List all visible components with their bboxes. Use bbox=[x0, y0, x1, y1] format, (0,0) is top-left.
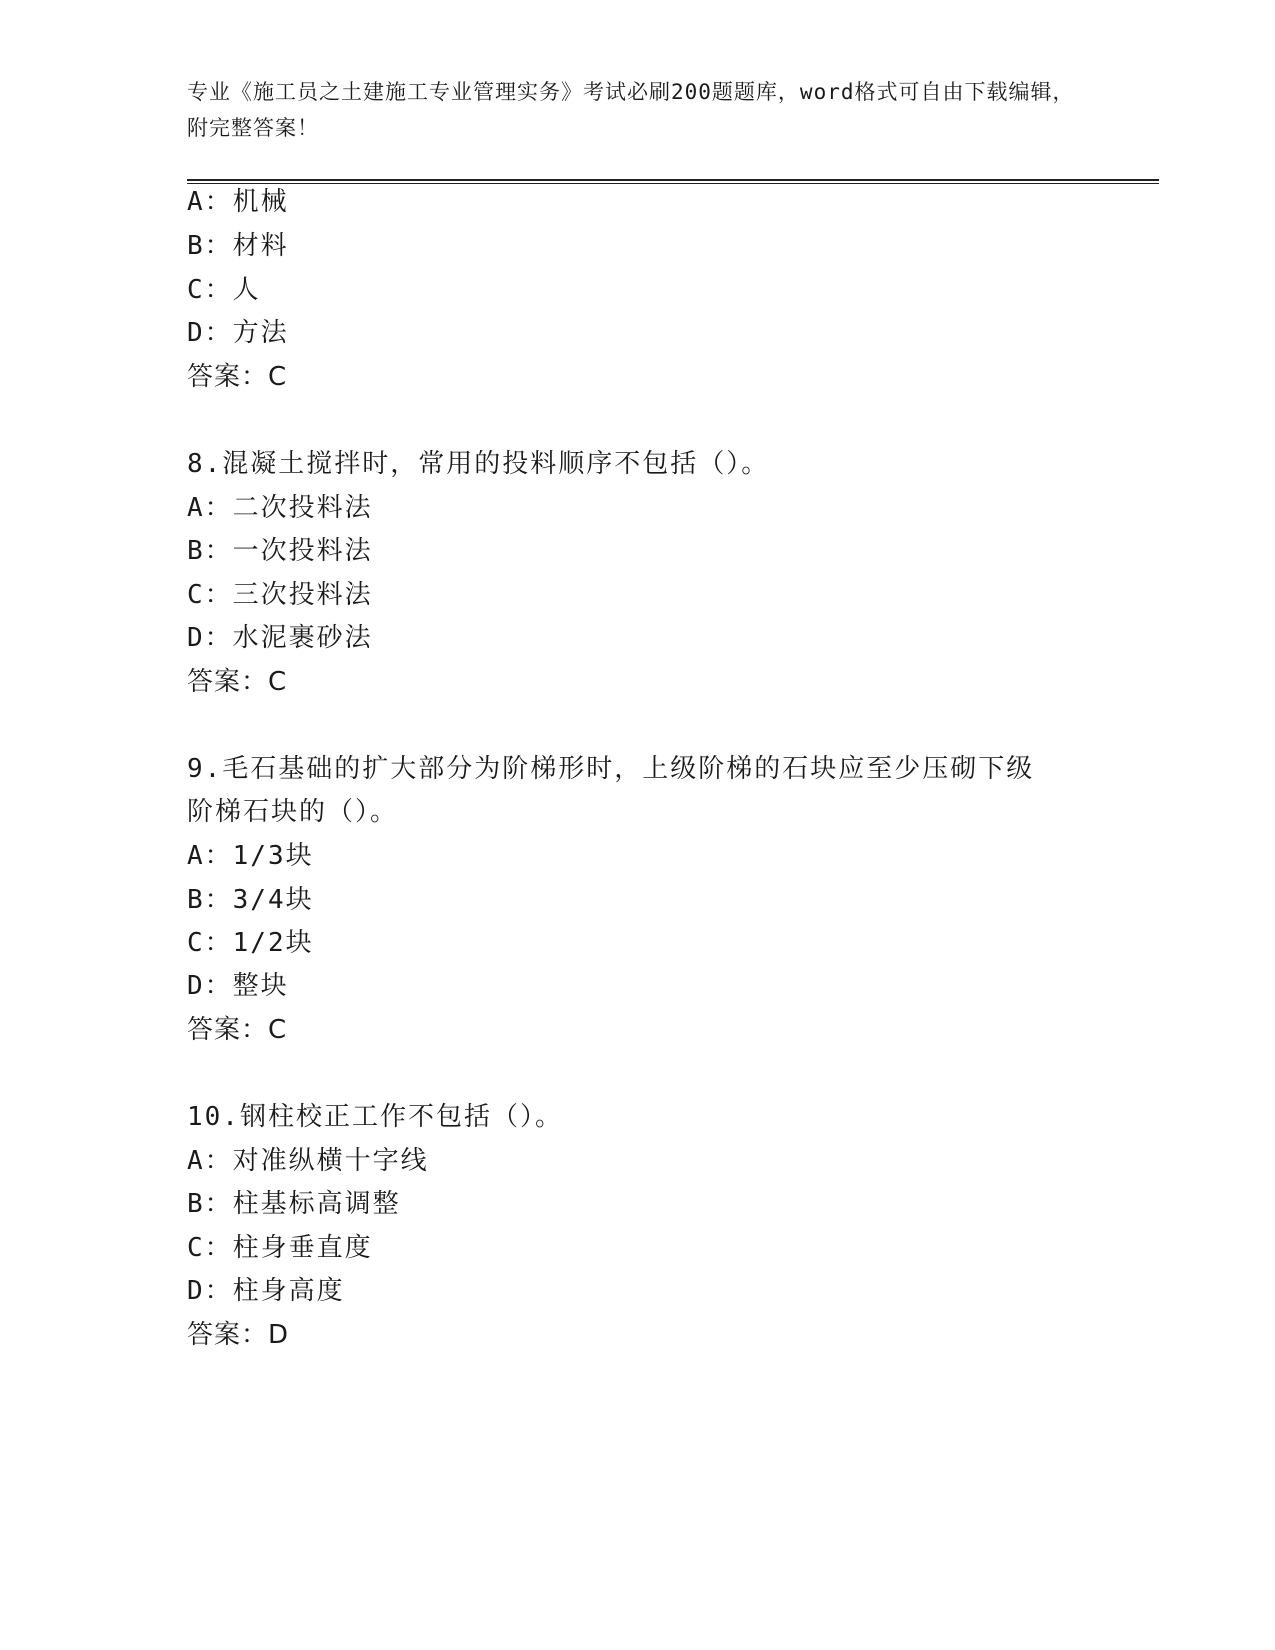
q10-option-c: C：柱身垂直度 bbox=[187, 1233, 373, 1263]
q8-option-a: A：二次投料法 bbox=[187, 493, 373, 523]
q9-answer: 答案：C bbox=[187, 1015, 288, 1045]
q9-option-c: C：1/2块 bbox=[187, 928, 314, 958]
q9-stem-line2: 阶梯石块的（）。 bbox=[187, 797, 399, 827]
q7-option-a: A：机械 bbox=[187, 187, 289, 217]
q10-option-b: B：柱基标高调整 bbox=[187, 1189, 401, 1219]
q8-option-b: B：一次投料法 bbox=[187, 536, 373, 566]
q7-option-c: C：人 bbox=[187, 275, 261, 305]
q10-answer: 答案：D bbox=[187, 1320, 290, 1350]
q7-option-d: D：方法 bbox=[187, 318, 289, 348]
q7-answer: 答案：C bbox=[187, 362, 288, 392]
q10-option-d: D：柱身高度 bbox=[187, 1276, 345, 1306]
header-divider bbox=[187, 179, 1159, 184]
q9-stem-line1: 9.毛石基础的扩大部分为阶梯形时，上级阶梯的石块应至少压砌下级 bbox=[187, 754, 1035, 784]
q7-option-b: B：材料 bbox=[187, 231, 289, 261]
q9-option-a: A：1/3块 bbox=[187, 841, 314, 871]
q10-option-a: A：对准纵横十字线 bbox=[187, 1146, 429, 1176]
q9-option-d: D：整块 bbox=[187, 971, 289, 1001]
q8-option-c: C：三次投料法 bbox=[187, 580, 373, 610]
q9-option-b: B：3/4块 bbox=[187, 885, 314, 915]
q8-answer: 答案：C bbox=[187, 667, 288, 697]
q8-option-d: D：水泥裹砂法 bbox=[187, 623, 373, 653]
page-header: 专业《施工员之土建施工专业管理实务》考试必刷200题题库，word格式可自由下载编辑，附完整答案！ bbox=[187, 80, 1075, 140]
q8-stem: 8.混凝土搅拌时，常用的投料顺序不包括（）。 bbox=[187, 449, 770, 479]
q10-stem: 10.钢柱校正工作不包括（）。 bbox=[187, 1102, 563, 1132]
